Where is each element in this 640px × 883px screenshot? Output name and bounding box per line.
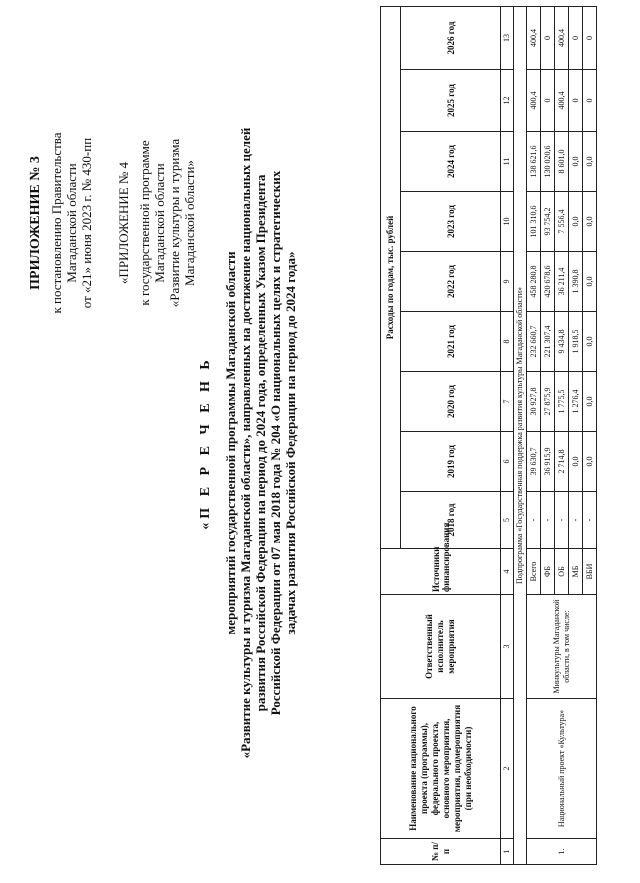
cell-value: 27 875,9	[541, 372, 555, 432]
appendix-3-line: Магаданской области	[64, 163, 79, 283]
col-number: 10	[501, 192, 514, 252]
header-year: 2023 год	[401, 192, 501, 252]
title-line: развития Российской Федерации на период до 2024 года, определенных Указом Президента	[253, 174, 268, 712]
cell-value: 0	[569, 70, 583, 132]
cell-value: 1 775,5	[555, 372, 569, 432]
row-num: 1.	[527, 839, 597, 865]
title-heading: «П Е Р Е Ч Е Н Ь	[198, 356, 213, 530]
cell-value: 221 307,4	[541, 312, 555, 372]
header-year: 2022 год	[401, 252, 501, 312]
title-line: «Развитие культуры и туризма Магаданской области», направленных на достижение национальных целей	[238, 127, 253, 759]
appendix-4-line: Магаданской области	[152, 163, 167, 283]
header-year: 2021 год	[401, 312, 501, 372]
col-number: 2	[501, 699, 514, 839]
col-number: 6	[501, 432, 514, 492]
header-year: 2026 год	[401, 6, 501, 69]
appendix-3-heading: ПРИЛОЖЕНИЕ № 3	[28, 156, 43, 290]
header-year: 2018 год	[401, 492, 501, 549]
cell-value: 138 621,6	[527, 132, 541, 192]
col-number: 3	[501, 595, 514, 699]
cell-value: 0,0	[569, 132, 583, 192]
header-source: Источники финансирования	[381, 549, 501, 595]
cell-value: -	[583, 492, 597, 549]
cell-value: 30 927,8	[527, 372, 541, 432]
row-source: ВБИ	[583, 549, 597, 595]
appendix-3-block	[28, 58, 94, 388]
cell-value: 9 434,8	[555, 312, 569, 372]
cell-value: 1 918,5	[569, 312, 583, 372]
cell-value: 0,0	[583, 132, 597, 192]
cell-value: 36 211,4	[555, 252, 569, 312]
cell-value: -	[527, 492, 541, 549]
cell-value: 93 754,2	[541, 192, 555, 252]
cell-value: 130 020,6	[541, 132, 555, 192]
cell-value: 420 678,6	[541, 252, 555, 312]
cell-value: 400,4	[527, 70, 541, 132]
header-year: 2025 год	[401, 70, 501, 132]
cell-value: 458 280,8	[527, 252, 541, 312]
cell-value: 2 714,8	[555, 432, 569, 492]
header-num: № п/п	[381, 839, 501, 865]
title-line: мероприятий государственной программы Магаданской области	[223, 251, 238, 635]
cell-value: 0,0	[583, 312, 597, 372]
column-number-row	[501, 6, 514, 864]
title-line: Российской Федерации от 07 мая 2018 года № 204 «О национальных целях и стратегических	[268, 170, 283, 716]
header-year: 2024 год	[401, 132, 501, 192]
appendix-4-heading: «ПРИЛОЖЕНИЕ № 4	[116, 161, 131, 285]
document-title	[198, 43, 298, 843]
cell-value: -	[541, 492, 555, 549]
header-expenses: Расходы по годам, тыс. рублей	[381, 6, 401, 548]
row-name: Национальный проект «Культура»	[527, 699, 597, 839]
row-source: ОБ	[555, 549, 569, 595]
header-year: 2019 год	[401, 432, 501, 492]
cell-value: 400,4	[555, 70, 569, 132]
row-source: ФБ	[541, 549, 555, 595]
cell-value: 8 601,0	[555, 132, 569, 192]
row-source: Всего	[527, 549, 541, 595]
header-executor: Ответственный исполнитель мероприятия	[381, 595, 501, 699]
cell-value: 0	[583, 70, 597, 132]
col-number: 9	[501, 252, 514, 312]
cell-value: 0	[569, 6, 583, 69]
col-number: 11	[501, 132, 514, 192]
title-line: задачах развития Российской Федерации на период до 2024 года»	[283, 251, 298, 635]
row-source: МБ	[569, 549, 583, 595]
appendix-3-line: от «21» июня 2023 г. № 430-пп	[79, 137, 94, 309]
col-number: 13	[501, 6, 514, 69]
cell-value: 7 556,4	[555, 192, 569, 252]
cell-value: 400,4	[555, 6, 569, 69]
cell-value: 0,0	[583, 372, 597, 432]
appendix-4-block	[116, 58, 197, 388]
col-number: 12	[501, 70, 514, 132]
cell-value: 0	[583, 6, 597, 69]
cell-value: -	[569, 492, 583, 549]
cell-value: 0,0	[583, 252, 597, 312]
cell-value: 0,0	[583, 192, 597, 252]
subprogram-row: Подпрограмма «Государственная поддержка развития культуры Магаданской области»	[514, 6, 527, 864]
col-number: 8	[501, 312, 514, 372]
header-year: 2020 год	[401, 372, 501, 432]
col-number: 5	[501, 492, 514, 549]
cell-value: 39 630,7	[527, 432, 541, 492]
appendix-4-line: «Развитие культуры и туризма	[167, 138, 182, 308]
cell-value: 1 390,8	[569, 252, 583, 312]
cell-value: 0,0	[569, 192, 583, 252]
header-name: Наименование национального проекта (программы), федерального проекта, основного мероприятия, мероприятия, подмероприятия (при необходимости)	[381, 699, 501, 839]
cell-value: 0	[541, 6, 555, 69]
appendix-4-line: к государственной программе	[137, 140, 152, 306]
cell-value: 0,0	[583, 432, 597, 492]
cell-value: 232 660,7	[527, 312, 541, 372]
table-row	[527, 6, 541, 864]
cell-value: 101 310,6	[527, 192, 541, 252]
col-number: 1	[501, 839, 514, 865]
col-number: 4	[501, 549, 514, 595]
appendix-4-line: Магаданской области»	[182, 160, 197, 286]
cell-value: 36 915,9	[541, 432, 555, 492]
cell-value: -	[555, 492, 569, 549]
col-number: 7	[501, 372, 514, 432]
measures-table	[380, 6, 597, 865]
cell-value: 1 276,4	[569, 372, 583, 432]
cell-value: 400,4	[527, 6, 541, 69]
cell-value: 0	[541, 70, 555, 132]
cell-value: 0,0	[569, 432, 583, 492]
appendix-3-line: к постановлению Правительства	[49, 132, 64, 314]
row-executor: Минкультуры Магаданской области, в том числе:	[527, 595, 597, 699]
